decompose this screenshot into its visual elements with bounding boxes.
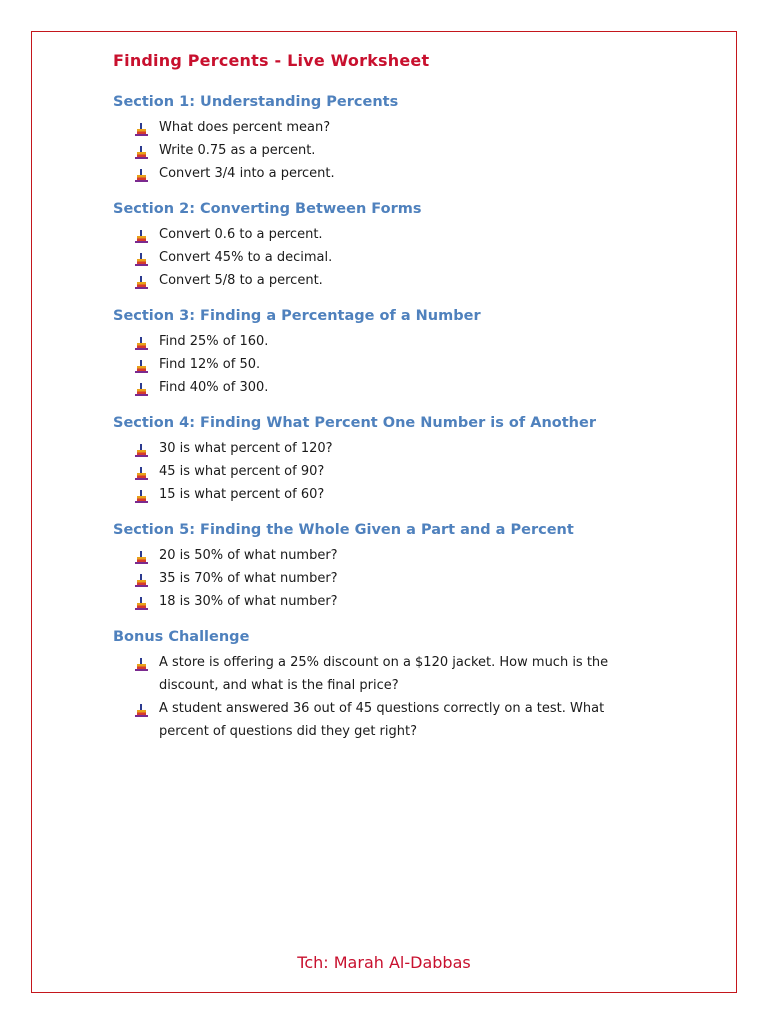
hand-pointer-icon [135,251,148,264]
section-6 [113,627,633,743]
question-text: 15 is what percent of 60? [159,487,325,502]
hand-pointer-icon [135,358,148,371]
hand-pointer-icon [135,381,148,394]
question-text: Find 12% of 50. [159,357,261,372]
hand-pointer-icon [135,702,148,715]
question-text: A student answered 36 out of 45 questions correctly on a test. What percent of questions did they get right? [159,701,605,739]
section-heading: Section 1: Understanding Percents [113,94,399,110]
list-item [135,376,633,399]
hand-pointer-icon [135,442,148,455]
list-item [135,460,633,483]
list-item [135,483,633,506]
section-3 [113,306,633,399]
question-text: A store is offering a 25% discount on a $120 jacket. How much is the discount, and what is the final price? [159,655,609,693]
question-text: 18 is 30% of what number? [159,594,338,609]
question-text: 45 is what percent of 90? [159,464,325,479]
list-item [135,223,633,246]
question-text: 30 is what percent of 120? [159,441,333,456]
hand-pointer-icon [135,595,148,608]
list-item [135,590,633,613]
question-list [113,544,633,613]
worksheet-content [113,50,633,757]
hand-pointer-icon [135,488,148,501]
question-text: 20 is 50% of what number? [159,548,338,563]
question-list [113,116,633,185]
hand-pointer-icon [135,121,148,134]
section-2 [113,199,633,292]
hand-pointer-icon [135,549,148,562]
section-heading: Section 4: Finding What Percent One Number is of Another [113,415,596,431]
list-item [135,246,633,269]
question-list [113,437,633,506]
list-item [135,437,633,460]
question-list [113,651,633,743]
hand-pointer-icon [135,274,148,287]
section-4 [113,413,633,506]
list-item [135,116,633,139]
section-5 [113,520,633,613]
section-heading: Bonus Challenge [113,629,250,645]
page-title: Finding Percents - Live Worksheet [113,51,430,70]
list-item [135,330,633,353]
question-text: Convert 5/8 to a percent. [159,273,323,288]
hand-pointer-icon [135,335,148,348]
list-item [135,567,633,590]
list-item [135,139,633,162]
list-item [135,544,633,567]
section-1 [113,92,633,185]
hand-pointer-icon [135,572,148,585]
question-list [113,330,633,399]
question-list [113,223,633,292]
question-text: Find 25% of 160. [159,334,269,349]
question-text: Convert 45% to a decimal. [159,250,333,265]
hand-pointer-icon [135,167,148,180]
section-heading: Section 2: Converting Between Forms [113,201,422,217]
hand-pointer-icon [135,228,148,241]
question-text: 35 is 70% of what number? [159,571,338,586]
question-text: Find 40% of 300. [159,380,269,395]
section-heading: Section 5: Finding the Whole Given a Part and a Percent [113,522,574,538]
hand-pointer-icon [135,144,148,157]
question-text: Convert 3/4 into a percent. [159,166,335,181]
list-item [135,162,633,185]
hand-pointer-icon [135,656,148,669]
question-text: Write 0.75 as a percent. [159,143,316,158]
list-item [135,651,633,697]
list-item [135,269,633,292]
teacher-credit: Tch: Marah Al-Dabbas [297,953,471,972]
question-text: Convert 0.6 to a percent. [159,227,323,242]
section-heading: Section 3: Finding a Percentage of a Number [113,308,481,324]
list-item [135,353,633,376]
sections-container [113,92,633,743]
list-item [135,697,633,743]
question-text: What does percent mean? [159,120,331,135]
hand-pointer-icon [135,465,148,478]
